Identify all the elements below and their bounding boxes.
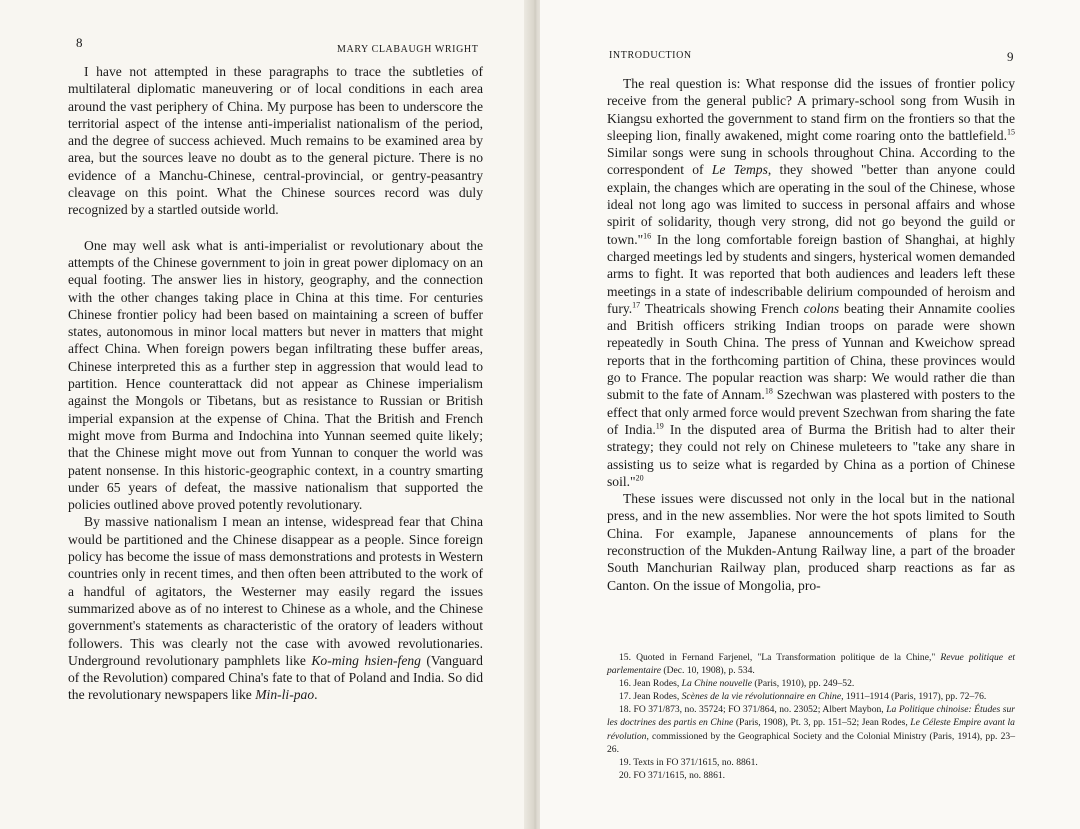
italic-text: La Chine nouvelle (681, 678, 752, 690)
left-body-text (68, 63, 483, 704)
footnote-ref[interactable]: 18 (764, 386, 773, 396)
italic-text: Scènes de la vie révolutionnaire en Chine (681, 691, 842, 703)
page-number: 9 (1007, 49, 1014, 64)
footnote (607, 651, 1015, 677)
text-run: One may well ask what is anti-imperialist or revolutionary about the attempts of the Chinese government to join in great power diplomacy on an equal footing. The answer lies in history, geography, and the connection with the other changes taking place in China at this time. For centuries Chinese frontier policy had been based on maintaining a screen of buffer states, autonomous in minor local matters but never in matters that might affect China. When foreign powers began infiltrating these buffer areas, Chinese interpreted this as a further step in aggression that would lead to partition. Hence counterattack did not appear as Chinese imperialism against the Mongols or Tibetans, but as resistance to Russian or British imperial expansion at the expense of China. That the British and French might move from Burma and Indochina into Yunnan seemed quite likely; that the Chinese might move out from Yunnan to conquer the world was patent nonsense. In this historic-geographic context, in a country smarting under 65 years of defeat, the massive nationalism that supported the policies outlined above proved potently revolutionary. (68, 237, 483, 513)
text-run: (Vanguard of the Revolution) compared China's fate to that of Poland and India. So did the revolutionary newspapers like (68, 652, 483, 703)
running-head: MARY CLABAUGH WRIGHT (337, 44, 479, 55)
text-run: beating their Annamite coolies and British officers striking Indian troops on parade were shown repeatedly in South China. The press of Yunnan and Kweichow spread reports that in the forthcoming partition of China, these provinces would go to France. The popular reaction was sharp: We would rather die than submit to the fate of Annam. (607, 300, 1015, 403)
text-run: In the disputed area of Burma the British had to alter their strategy; they could not rely on Chinese muleteers to "take any share in assisting us to seize what is regarded by China as a portion of Chinese soil." (607, 421, 1015, 489)
right-body-text (607, 75, 1015, 594)
text-run: 18. FO 371/873, no. 35724; FO 371/864, no. 23052; Albert Maybon, (619, 704, 887, 716)
footnote (607, 677, 1015, 690)
text-run: Similar songs were sung in schools throughout China. According to the correspondent of (607, 145, 1015, 178)
text-run: I have not attempted in these paragraphs to trace the subtleties of multilateral diplomatic maneuvering or of local conditions in each area around the vast periphery of China. My purpose has been to underscore the territorial aspect of the intense anti-imperialist nationalism of the period, and the degree of success achieved. Much remains to be examined area by area, but the sources leave no doubt as to the general picture. There is no evidence of a Manchu-Chinese, central-provincial, or gentry-peasantry cleavage on this point. What the Chinese sources record was duly recognized by a startled outside world. (68, 64, 483, 218)
text-run: Theatricals showing French (640, 300, 804, 316)
text-run: 17. Jean Rodes, (619, 691, 682, 703)
paragraph (68, 237, 483, 514)
footnote (607, 756, 1015, 769)
text-run: (Dec. 10, 1908), p. 534. (661, 665, 755, 677)
page-number: 8 (76, 35, 83, 50)
paragraph (68, 513, 483, 703)
text-run: 15. Quoted in Fernand Farjenel, "La Transformation politique de la Chine," (619, 652, 941, 663)
paragraph (607, 490, 1015, 594)
text-run: , they showed "better than anyone could explain, the changes which are operating in the soul of the Chinese, whose ideal not long ago was limited to success in personal affairs and whose spirit of solidarity, though very strong, did not go beyond the guild or town." (607, 162, 1016, 247)
footnote-ref[interactable]: 20 (635, 473, 644, 483)
paragraph (607, 75, 1015, 490)
footnote-ref[interactable]: 17 (632, 300, 641, 310)
italic-text: Ko-ming hsien-feng (311, 652, 421, 668)
italic-text: colons (803, 300, 840, 316)
text-run: , commissioned by the Geographical Society and the Colonial Ministry (Paris, 1914), pp. 23–26. (607, 730, 1015, 755)
italic-text: Min-li-pao (255, 687, 315, 703)
text-run: (Paris, 1910), pp. 249–52. (751, 678, 855, 690)
italic-text: Le Céleste Empire avant la révolution (607, 717, 1015, 742)
footnote (607, 769, 1015, 782)
text-run: 20. FO 371/1615, no. 8861. (619, 769, 726, 781)
footnote-ref[interactable]: 16 (643, 231, 652, 241)
right-page (540, 0, 1080, 829)
text-run: , 1911–1914 (Paris, 1917), pp. 72–76. (841, 691, 987, 703)
text-run: 19. Texts in FO 371/1615, no. 8861. (619, 756, 758, 768)
footnotes (607, 651, 1015, 782)
footnote-ref[interactable]: 19 (655, 421, 664, 431)
footnote-ref[interactable]: 15 (1007, 127, 1015, 137)
left-page (0, 0, 530, 829)
text-run: Szechwan was plastered with posters to the effect that only armed force would prevent Szechwan from sharing the fate of India. (607, 387, 1016, 437)
text-run: (Paris, 1908), Pt. 3, pp. 151–52; Jean Rodes, (733, 717, 911, 729)
text-run: In the long comfortable foreign bastion of Shanghai, at highly charged meetings led by students and singers, hysterical women demanded arms to fight. It was reported that both audiences and leaders left these meetings in a state of indescribable delirium compounded of heroism and fury. (607, 231, 1015, 316)
italic-text: Le Temps (711, 162, 768, 178)
paragraph (68, 63, 483, 219)
running-head: INTRODUCTION (609, 50, 692, 61)
footnote (607, 690, 1015, 703)
italic-text: Revue politique et parlementaire (607, 652, 1015, 677)
text-run: These issues were discussed not only in the local but in the national press, and in the new assemblies. Nor were the hot spots limited to South China. For example, Japanese announcements of plans for the reconstruction of the Mukden-Antung Railway line, a part of the broader South Manchurian Railway plan, produced sharp reactions as far as Canton. On the issue of Mongolia, pro- (607, 491, 1015, 593)
text-run: 16. Jean Rodes, (619, 678, 682, 690)
text-run: . (314, 687, 318, 703)
text-run: The real question is: What response did the issues of frontier policy receive from the general public? A primary-school song from Wusih in Kiangsu exhorted the government to stand firm on the frontiers so that the sleeping lion, finally awakened, might come roaring onto the battlefield. (607, 76, 1015, 143)
footnote (607, 703, 1015, 755)
italic-text: La Politique chinoise: Études sur les doctrines des partis en Chine (607, 704, 1015, 729)
text-run: By massive nationalism I mean an intense, widespread fear that China would be partitioned and the Chinese disappear as a people. Since foreign policy has become the issue of mass demonstrations and protests in Western countries only in recent times, and then often been attributed to the work of a handful of agitators, the Westerner may easily regard the issues summarized above as of no interest to Chinese as a whole, and the Chinese government's statements as characteristic of the oratory of leaders without followers. This was clearly not the case with avowed revolutionaries. Underground revolutionary pamphlets like (68, 514, 483, 668)
